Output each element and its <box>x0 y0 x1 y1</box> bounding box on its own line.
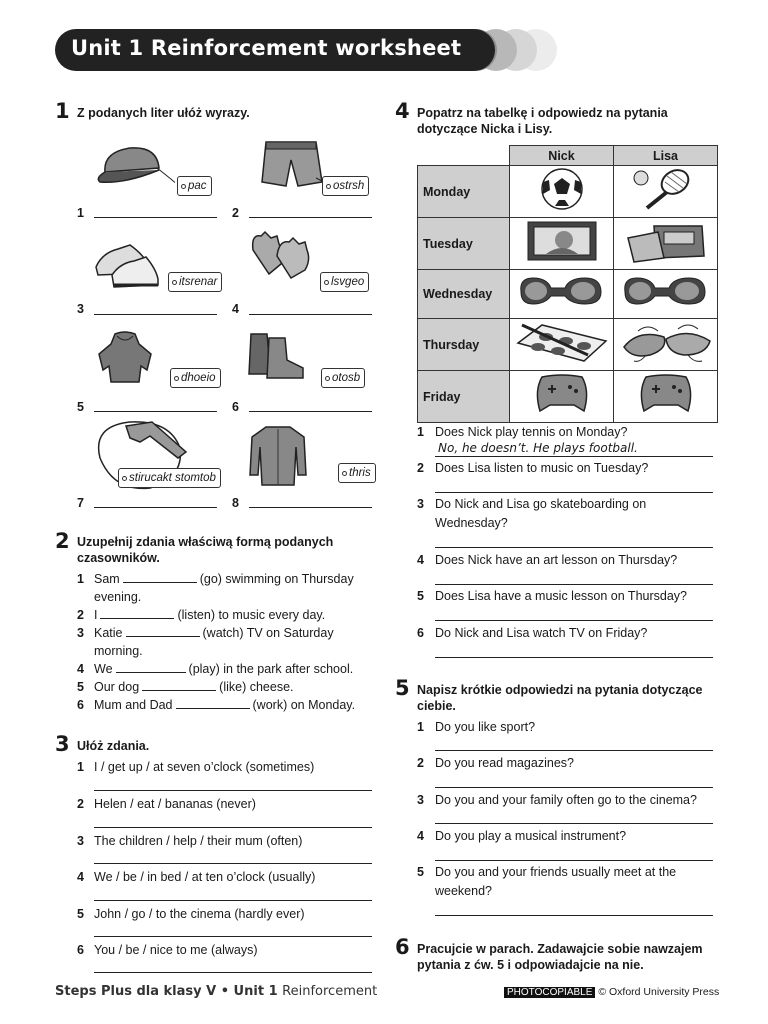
item-number: 1 <box>77 572 84 586</box>
example-answer: No, he doesn’t. He plays football. <box>438 441 638 455</box>
item-text: (play) in the park after school. <box>188 662 354 676</box>
item-text: You / be / nice to me (always) <box>94 943 258 957</box>
item-number: 3 <box>77 834 84 848</box>
gloves-picture <box>247 230 317 280</box>
exercise-instruction: Popatrz na tabelkę i odpowiedz na pytania dotyczące Nicka i Lisy. <box>417 106 668 136</box>
answer-line[interactable] <box>435 620 713 621</box>
page-header <box>55 26 530 74</box>
item-number: 1 <box>77 206 84 220</box>
list-item <box>77 624 377 642</box>
item-text: We / be / in bed / at ten o’clock (usually) <box>94 870 316 884</box>
game-controller-picture <box>614 371 718 423</box>
item-text: (listen) to music every day. <box>177 608 326 622</box>
item-text: (watch) TV on Saturday <box>202 626 334 640</box>
blank-line[interactable] <box>126 624 200 637</box>
blank-line[interactable] <box>116 660 186 673</box>
item-number: 1 <box>417 425 424 439</box>
item-number: 6 <box>77 943 84 957</box>
item-text: Helen / eat / bananas (never) <box>94 797 256 811</box>
item-number: 5 <box>417 865 424 879</box>
answer-line[interactable] <box>435 547 713 548</box>
item-text: John / go / to the cinema (hardly ever) <box>94 907 305 921</box>
answer-line[interactable] <box>94 507 217 508</box>
footer-left <box>55 984 377 999</box>
item-text: morning. <box>94 644 143 658</box>
question-text: Does Lisa listen to music on Tuesday? <box>435 461 649 475</box>
item-text: I <box>94 608 98 622</box>
copyright-text: © Oxford University Press <box>598 986 720 998</box>
cap-picture <box>95 140 175 190</box>
exercise-number: 1 <box>55 99 70 123</box>
goggles-picture <box>614 270 718 319</box>
day-label: Friday <box>418 371 510 423</box>
item-number: 4 <box>417 829 424 843</box>
photocopiable-badge: PHOTOCOPIABLE <box>504 987 595 998</box>
item-text: (like) cheese. <box>219 680 294 694</box>
question-text: Do Nick and Lisa watch TV on Friday? <box>435 626 648 640</box>
day-label: Tuesday <box>418 218 510 270</box>
blank-line[interactable] <box>100 606 174 619</box>
exercise-instruction: Napisz krótkie odpowiedzi na pytania dotyczące ciebie. <box>417 683 703 713</box>
item-number: 2 <box>77 797 84 811</box>
word-tag: ostrsh <box>322 176 369 196</box>
question-text: Does Nick play tennis on Monday? <box>435 425 628 439</box>
item-number: 5 <box>77 907 84 921</box>
football-picture <box>510 166 614 218</box>
day-label: Wednesday <box>418 270 510 319</box>
answer-line[interactable] <box>249 217 372 218</box>
exercise-number: 3 <box>55 732 70 756</box>
question-text: weekend? <box>435 884 492 898</box>
game-controller-picture <box>510 371 614 423</box>
exercise-number: 6 <box>395 935 410 959</box>
page-title: Unit 1 Reinforcement worksheet <box>71 36 462 60</box>
item-text: Our dog <box>94 680 140 694</box>
answer-line[interactable] <box>94 936 372 937</box>
exercise-instruction: Pracujcie w parach. Zadawajcie sobie nawzajem pytania z ćw. 5 i odpowiadajcie na nie. <box>417 942 703 972</box>
item-text: evening. <box>94 590 142 604</box>
list-item <box>77 570 377 588</box>
exercise-number: 2 <box>55 529 70 553</box>
blank-line[interactable] <box>123 570 197 583</box>
item-number: 4 <box>232 302 239 316</box>
blank-line[interactable] <box>176 696 250 709</box>
paints-picture <box>510 319 614 371</box>
list-item <box>77 660 377 678</box>
answer-line[interactable] <box>435 584 713 585</box>
answer-line[interactable] <box>94 217 217 218</box>
answer-line[interactable] <box>94 411 217 412</box>
shirt-picture <box>246 425 310 487</box>
question-text: Do you like sport? <box>435 720 536 734</box>
empty-cell <box>418 146 510 166</box>
item-text: The children / help / their mum (often) <box>94 834 303 848</box>
question-text: Do you read magazines? <box>435 756 574 770</box>
word-tag: itsrenar <box>168 272 222 292</box>
answer-line[interactable] <box>435 750 713 751</box>
schedule-table <box>417 145 718 423</box>
item-text: (go) swimming on Thursday <box>199 572 354 586</box>
item-number: 2 <box>232 206 239 220</box>
exercise-2-items <box>77 570 377 714</box>
word-tag: lsvgeo <box>320 272 369 292</box>
item-number: 8 <box>232 496 239 510</box>
answer-line[interactable] <box>435 860 713 861</box>
answer-line[interactable] <box>435 492 713 493</box>
answer-line[interactable] <box>94 790 372 791</box>
question-text: Do you play a musical instrument? <box>435 829 627 843</box>
item-number: 5 <box>417 589 424 603</box>
question-text: Does Nick have an art lesson on Thursday? <box>435 553 678 567</box>
day-label: Thursday <box>418 319 510 371</box>
list-item <box>77 696 377 714</box>
item-number: 4 <box>417 553 424 567</box>
item-number: 6 <box>232 400 239 414</box>
question-text: Do Nick and Lisa go skateboarding on <box>435 497 647 511</box>
answer-line[interactable] <box>435 456 713 457</box>
question-text: Do you and your friends usually meet at the <box>435 865 677 879</box>
item-text: Mum and Dad <box>94 698 173 712</box>
item-number: 6 <box>417 626 424 640</box>
answer-line[interactable] <box>249 507 372 508</box>
question-text: Wednesday? <box>435 516 508 530</box>
blank-line[interactable] <box>142 678 216 691</box>
item-number: 7 <box>77 496 84 510</box>
item-number: 4 <box>77 870 84 884</box>
answer-line[interactable] <box>94 827 372 828</box>
answer-line[interactable] <box>435 787 713 788</box>
column-header: Lisa <box>614 146 718 166</box>
footer-right <box>504 986 719 998</box>
answer-line[interactable] <box>249 314 372 315</box>
word-tag: dhoeio <box>170 368 221 388</box>
boots-picture <box>245 330 307 382</box>
exercise-instruction: Ułóż zdania. <box>77 739 150 753</box>
item-number: 5 <box>77 400 84 414</box>
item-number: 4 <box>77 662 84 676</box>
item-number: 3 <box>77 302 84 316</box>
music-picture <box>614 218 718 270</box>
exercise-instruction: Z podanych liter ułóż wyrazy. <box>77 106 250 120</box>
item-number: 3 <box>77 626 84 640</box>
item-text: Katie <box>94 626 123 640</box>
footer-course: Steps Plus dla klasy V • Unit 1 <box>55 984 278 999</box>
item-number: 5 <box>77 680 84 694</box>
item-text: (work) on Monday. <box>252 698 356 712</box>
item-number: 3 <box>417 793 424 807</box>
word-tag: thris <box>338 463 376 483</box>
answer-line[interactable] <box>249 411 372 412</box>
answer-line[interactable] <box>94 972 372 973</box>
list-item <box>77 606 377 624</box>
item-number: 3 <box>417 497 424 511</box>
item-number: 6 <box>77 698 84 712</box>
tennis-picture <box>614 166 718 218</box>
ballet-shoes-picture <box>614 319 718 371</box>
shorts-picture <box>258 138 328 196</box>
word-tag: pac <box>177 176 212 196</box>
question-text: Do you and your family often go to the cinema? <box>435 793 697 807</box>
answer-line[interactable] <box>94 314 217 315</box>
hoodie-picture <box>95 330 155 386</box>
word-tag: stirucakt stomtob <box>118 468 221 488</box>
exercise-number: 5 <box>395 676 410 700</box>
question-text: Does Lisa have a music lesson on Thursday? <box>435 589 687 603</box>
item-text: Sam <box>94 572 120 586</box>
answer-line[interactable] <box>435 823 713 824</box>
tv-picture <box>510 218 614 270</box>
exercise-instruction: Uzupełnij zdania właściwą formą podanych czasowników. <box>77 535 334 565</box>
answer-line[interactable] <box>94 900 372 901</box>
answer-line[interactable] <box>94 863 372 864</box>
item-number: 2 <box>77 608 84 622</box>
trainers-picture <box>92 235 172 290</box>
column-header: Nick <box>510 146 614 166</box>
item-number: 2 <box>417 756 424 770</box>
answer-line[interactable] <box>435 657 713 658</box>
day-label: Monday <box>418 166 510 218</box>
item-number: 1 <box>77 760 84 774</box>
item-number: 1 <box>417 720 424 734</box>
list-item <box>77 678 377 696</box>
goggles-picture <box>510 270 614 319</box>
item-text: We <box>94 662 113 676</box>
answer-line[interactable] <box>435 915 713 916</box>
item-text: I / get up / at seven o’clock (sometimes) <box>94 760 315 774</box>
footer-section: Reinforcement <box>282 984 378 999</box>
word-tag: otosb <box>321 368 365 388</box>
item-number: 2 <box>417 461 424 475</box>
exercise-number: 4 <box>395 99 410 123</box>
